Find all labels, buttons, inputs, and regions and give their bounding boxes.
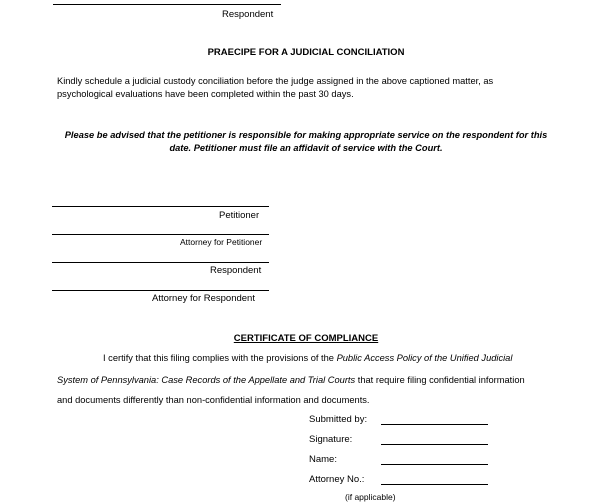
praecipe-title: PRAECIPE FOR A JUDICIAL CONCILIATION — [207, 47, 405, 58]
certificate-line-2 — [57, 374, 525, 387]
submitted-by-label: Submitted by: — [309, 414, 368, 425]
certificate-line-1 — [103, 352, 512, 365]
respondent-signature-line[interactable] — [52, 262, 269, 263]
praecipe-body-line-1: Kindly schedule a judicial custody conciliation before the judge assigned in the above captioned matter, as — [57, 76, 494, 86]
certificate-title: CERTIFICATE OF COMPLIANCE — [233, 333, 379, 344]
if-applicable-note: (if applicable) — [345, 492, 396, 502]
praecipe-body-line-2: psychological evaluations have been completed within the past 30 days. — [57, 89, 354, 99]
attorney-number-field-line[interactable] — [381, 484, 488, 485]
signature-label: Signature: — [309, 434, 353, 445]
attorney-number-label: Attorney No.: — [309, 474, 365, 485]
name-field-line[interactable] — [381, 464, 488, 465]
attorney-for-respondent-label: Attorney for Respondent — [152, 293, 255, 304]
respondent-label: Respondent — [210, 265, 262, 276]
signature-field-line[interactable] — [381, 444, 488, 445]
attorney-for-petitioner-label: Attorney for Petitioner — [180, 237, 263, 247]
attorney-for-respondent-signature-line[interactable] — [52, 290, 269, 291]
respondent-caption: Respondent — [222, 9, 274, 20]
attorney-for-petitioner-signature-line[interactable] — [52, 234, 269, 235]
certificate-policy-name-2: System of Pennsylvania: Case Records of the Appellate and Trial Courts — [57, 375, 356, 385]
name-label: Name: — [309, 454, 337, 465]
submitted-by-field-line[interactable] — [381, 424, 488, 425]
certificate-text-2: that require filing confidential information — [355, 375, 525, 385]
service-notice-line-1: Please be advised that the petitioner is responsible for making appropriate service on the respondent for this — [64, 130, 548, 140]
respondent-signature-line-top — [53, 4, 281, 5]
certificate-line-3: and documents differently than non-confidential information and documents. — [57, 395, 370, 405]
service-notice-line-2: date. Petitioner must file an affidavit of service with the Court. — [169, 143, 443, 153]
certificate-text-1: I certify that this filing complies with the provisions of the — [103, 353, 337, 363]
petitioner-label: Petitioner — [219, 210, 260, 221]
certificate-policy-name-1: Public Access Policy of the Unified Judicial — [336, 353, 513, 363]
petitioner-signature-line[interactable] — [52, 206, 269, 207]
